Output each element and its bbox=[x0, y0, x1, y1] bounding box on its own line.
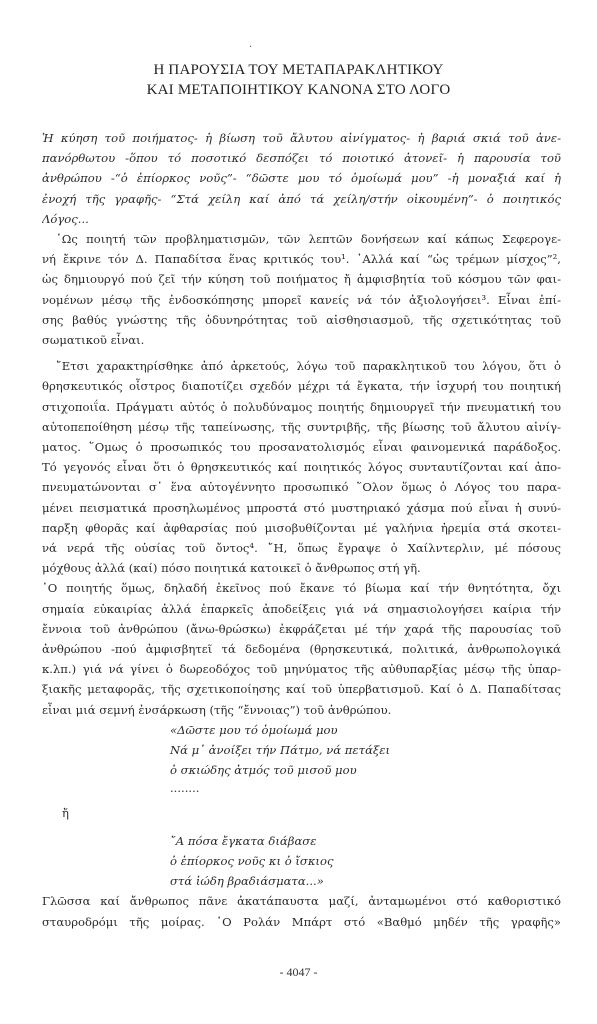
intro-line: ἐνοχή τῆς γραφῆς- “Στά χείλη καί ἀπό τά χείλη/στήν οἰκουμένη”- ὁ ποιητικός bbox=[42, 191, 561, 206]
paragraph-line: πνευματώνονται σ᾽ ἕνα αὐτογέννητο προσωπικό ῞Ολον ὅμως ὁ Λόγος του παρα- bbox=[42, 480, 561, 495]
paragraph-line: σημαία εὐκαιρίας ἀλλά ἐπαρκεῖς ἀποδείξεις γιά νά σημασιολογήσει καίρια τήν bbox=[42, 601, 561, 616]
poem-line: ὁ ἐπίορκος νοῦς κι ὁ ἴσκιος bbox=[170, 853, 334, 868]
header-mark: · bbox=[249, 42, 253, 53]
paragraph-line: σταυροδρόμι τῆς μοίρας. ῾Ο Ρολάν Μπάρτ στό «Βαθμό μηδέν τῆς γραφῆς» bbox=[42, 914, 561, 929]
poem-ellipsis: ........ bbox=[170, 780, 200, 795]
poem-connector: ἤ bbox=[62, 805, 69, 820]
poem-quote-1 bbox=[42, 720, 561, 795]
paragraph-line: Τό γεγονός εἶναι ὅτι ὁ θρησκευτικός καί ποιητικός λόγος συνταυτίζονται καί ἀπο- bbox=[42, 460, 561, 475]
poem-line: Νά μ᾽ ἀνοίξει τήν Πάτμο, νά πετάξει bbox=[170, 743, 391, 758]
paragraph-line: μόχθους ἀλλά (καί) πόσο ποιητικά κατοικεῖ ὁ ἄνθρωπος στή γῆ. bbox=[42, 561, 421, 576]
paragraph-line: ὡς δημιουργό πού ζεῖ τήν κύηση τοῦ ποιήματος ἤ ἀμφισβητία τοῦ κόσμου τῶν φαι- bbox=[42, 272, 561, 287]
poem-line: στά ἰώδη βραδιάσματα...» bbox=[170, 874, 324, 889]
poem-line: ὁ σκιώδης ἀτμός τοῦ μισοῦ μου bbox=[170, 763, 357, 778]
paragraph-line: αὐτοπεποίθηση μέσῳ τῆς ταπείνωσης, τῆς συντριβῆς, τῆς βίωσης τοῦ ἄλυτου αἰνίγ- bbox=[42, 419, 561, 434]
paragraph-line: ἀνθρώπου -πού ἀμφισβητεῖ τά δεδομένα (θρησκευτικά, πολιτικά, ἀνθρωπολογικά bbox=[42, 642, 561, 657]
paragraph-line: θρησκευτικός οἶστρος διαποτίζει σχεδόν μέχρι τά ἔγκατα, τήν ἰσχυρή του ποιητική bbox=[42, 379, 561, 394]
paragraph-2 bbox=[42, 356, 561, 578]
title-line-1: Η ΠΑΡΟΥΣΙΑ ΤΟΥ ΜΕΤΑΠΑΡΑΚΛΗΤΙΚΟΥ bbox=[153, 62, 444, 78]
paragraph-line: ξιακῆς μεταφορᾶς, τῆς σχετικοποίησης καί τοῦ ὑπερβατισμοῦ. Καί ὁ Δ. Παπαδίτσας bbox=[42, 682, 561, 697]
page-number: - 4047 - bbox=[279, 965, 318, 979]
paragraph-1 bbox=[42, 229, 561, 350]
intro-line: Ἡ κύηση τοῦ ποιήματος- ἡ βίωση τοῦ ἄλυτου αἰνίγματος- ἡ βαριά σκιά τοῦ ἀνε- bbox=[42, 131, 561, 145]
poem-line: «Δῶστε μου τό ὁμοίωμά μου bbox=[170, 722, 338, 737]
article-body bbox=[42, 128, 561, 932]
paragraph-3 bbox=[42, 578, 561, 719]
intro-line: Λόγος... bbox=[42, 211, 89, 226]
paragraph-line: ματος. ῞Ομως ὁ προσωπικός του προσανατολισμός εἶναι φαινομενικά παράδοξος. bbox=[42, 440, 561, 455]
paragraph-line: ῎Ετσι χαρακτηρίσθηκε ἀπό ἀρκετούς, λόγω τοῦ παρακλητικοῦ του λόγου, ὅτι ὁ bbox=[56, 359, 561, 374]
paragraph-line: σωματικοῦ εἶναι. bbox=[42, 333, 145, 348]
paragraph-line: ἔννοια τοῦ ἀνθρώπου (ἄνω-θρώσκω) ἐκφράζεται μέ τήν χαρά τῆς παρουσίας τοῦ bbox=[42, 621, 561, 636]
paragraph-line: μένει πεισματικά προσηλωμένος μπροστά στό μυστηριακό χάσμα πού εἶναι ἡ συνύ- bbox=[42, 500, 561, 515]
poem-line: ῎Α πόσα ἔγκατα διάβασε bbox=[170, 833, 317, 848]
paragraph-line: ῾Ως ποιητή τῶν προβληματισμῶν, τῶν λεπτῶν δονήσεων καί κάπως Σεφερογε- bbox=[56, 232, 561, 247]
paragraph-line: νή ἔκρινε τόν Δ. Παπαδίτσα ἕνας κριτικός του¹. ῾Αλλά καί “ὡς τρέμων μίσχος”², bbox=[42, 252, 561, 267]
paragraph-line: σης βαθύς γνώστης τῆς ὀδυνηρότητας τοῦ αἰσθησιασμοῦ, τῆς σχετικότητας τοῦ bbox=[42, 312, 561, 327]
intro-paragraph bbox=[42, 128, 561, 229]
intro-line: πανόρθωτου -ὅπου τό ποσοτικό δεσπόζει τό ποιοτικό ἀτονεῖ- ἡ παρουσία τοῦ bbox=[42, 151, 561, 166]
closing-paragraph bbox=[42, 891, 561, 931]
paragraph-line: νά νερά τῆς οὐσίας τοῦ ὄντος⁴. ῎Η, ὅπως ἔγραψε ὁ Χαίλντερλιν, μέ πόσους bbox=[42, 541, 561, 556]
paragraph-line: κ.λπ.) γιά νά γίνει ὁ δωρεοδόχος τοῦ μηνύματος τῆς αὐθυπαρξίας μέσῳ τῆς ὑπαρ- bbox=[42, 662, 561, 677]
paragraph-line: στιχοποιΐα. Πράγματι αὐτός ὁ πολυδύναμος ποιητής δημιουργεῖ τήν πνευματική του bbox=[42, 399, 561, 414]
paragraph-line: παρξη φθορᾶς καί ἀφθαρσίας πού μισοβυθίζονται μέ γαλήνια ἠρεμία στά σκοτει- bbox=[42, 520, 561, 535]
article-title bbox=[40, 60, 557, 100]
paragraph-line: νομένων μέσῳ τῆς ἐνδοσκόπησης μπορεῖ κανείς νά τόν ἀξιολογήσει³. Εἶναι ἐπί- bbox=[42, 292, 561, 307]
poem-quote-2 bbox=[42, 831, 561, 892]
paragraph-line: ῾Ο ποιητής ὅμως, δηλαδή ἐκεῖνος πού ἔκανε τό βίωμα καί τήν θνητότητα, ὄχι bbox=[42, 581, 561, 596]
title-line-2: ΚΑΙ ΜΕΤΑΠΟΙΗΤΙΚΟΥ ΚΑΝΟΝΑ ΣΤΟ ΛΟΓΟ bbox=[146, 82, 451, 98]
paragraph-line: Γλῶσσα καί ἄνθρωπος πᾶνε ἀκατάπαυστα μαζί, ἀνταμωμένοι στό καθοριστικό bbox=[42, 894, 561, 909]
paragraph-line: εἶναι μιά σεμνή ἐνσάρκωση (τῆς “ἔννοιας”) τοῦ ἀνθρώπου. bbox=[42, 702, 392, 717]
intro-line: ἀνθρώπου -“ὁ ἐπίορκος νοῦς”- “δῶστε μου τό ὁμοίωμά μου” -ἡ μοναξιά καί ἡ bbox=[42, 171, 561, 186]
